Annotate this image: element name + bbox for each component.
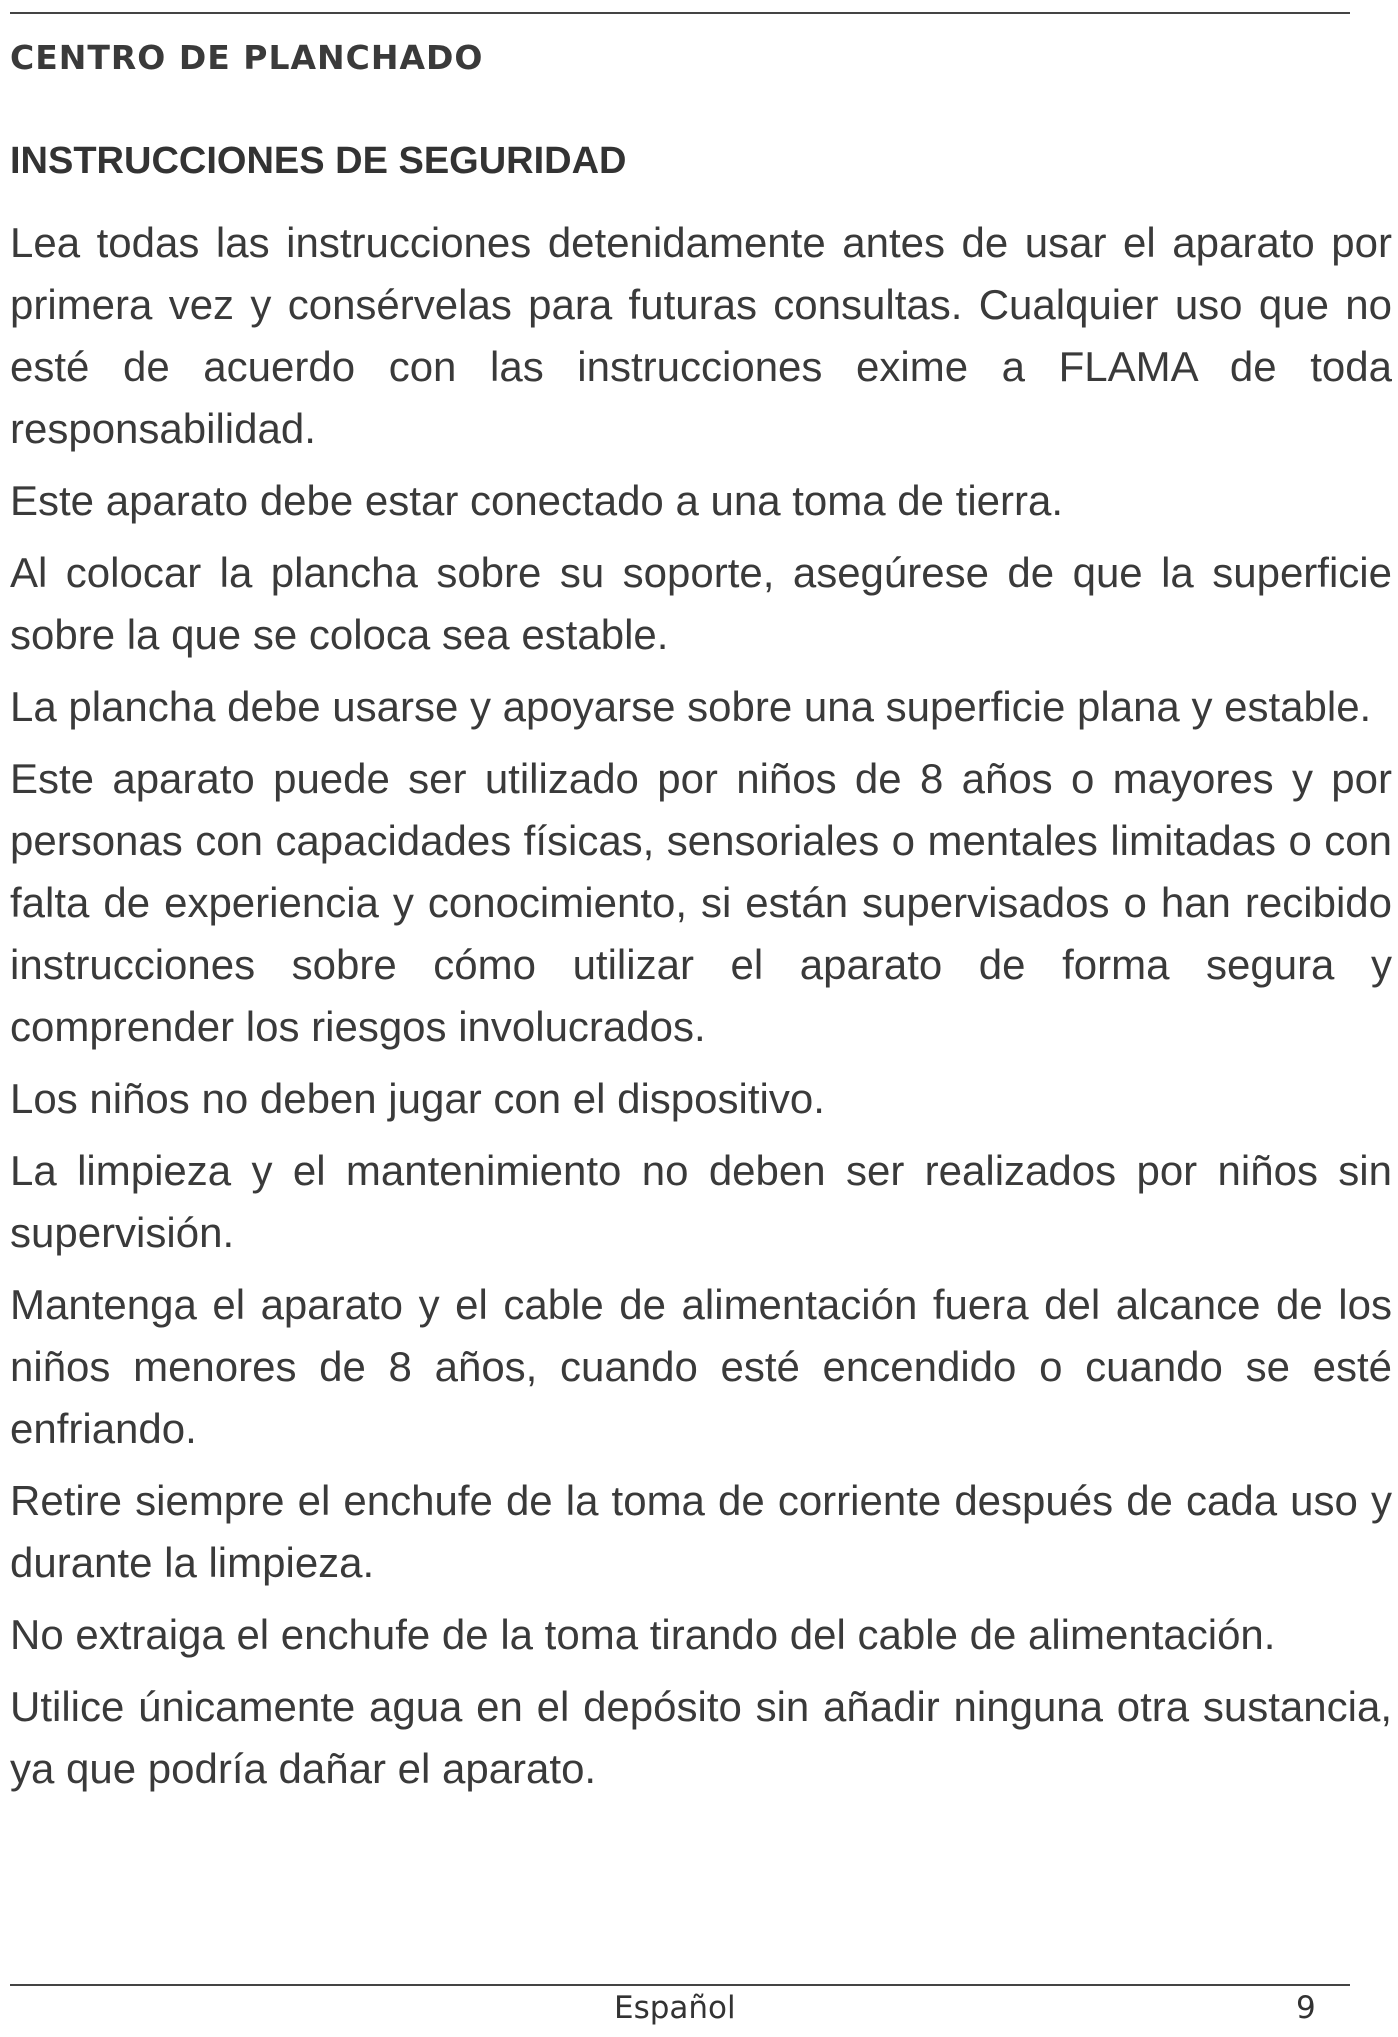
paragraph: Lea todas las instrucciones detenidamente antes de usar el aparato por primera vez y consérvelas para futuras consultas. Cualquier uso que no esté de acuerdo con las instrucciones exime a FLAMA de toda responsabilidad.	[10, 219, 1392, 452]
paragraph: La plancha debe usarse y apoyarse sobre una superficie plana y estable.	[10, 683, 1372, 730]
paragraph: Retire siempre el enchufe de la toma de corriente después de cada uso y durante la limpieza.	[10, 1477, 1392, 1586]
section-title: CENTRO DE PLANCHADO	[10, 38, 484, 77]
paragraph: Este aparato debe estar conectado a una toma de tierra.	[10, 477, 1064, 524]
paragraph: Este aparato puede ser utilizado por niños de 8 años o mayores y por personas con capacidades físicas, sensoriales o mentales limitadas o con falta de experiencia y conocimiento, si están supervisados o han recibido instrucciones sobre cómo utilizar el aparato de forma segura y comprender los riesgos involucrados.	[10, 755, 1392, 1050]
footer-language: Español	[614, 1990, 736, 2026]
footer-rule	[10, 1984, 1350, 1986]
paragraph: Utilice únicamente agua en el depósito sin añadir ninguna otra sustancia, ya que podría dañar el aparato.	[10, 1683, 1392, 1792]
paragraph: Los niños no deben jugar con el dispositivo.	[10, 1075, 825, 1122]
paragraph: No extraiga el enchufe de la toma tirando del cable de alimentación.	[10, 1611, 1276, 1658]
safety-heading: INSTRUCCIONES DE SEGURIDAD	[10, 140, 627, 182]
paragraph: Mantenga el aparato y el cable de alimentación fuera del alcance de los niños menores de 8 años, cuando esté encendido o cuando se esté enfriando.	[10, 1281, 1392, 1452]
safety-instructions	[10, 212, 1392, 1810]
header-rule	[10, 12, 1350, 14]
paragraph: La limpieza y el mantenimiento no deben ser realizados por niños sin supervisión.	[10, 1147, 1392, 1256]
page-number: 9	[1296, 1990, 1316, 2026]
paragraph: Al colocar la plancha sobre su soporte, asegúrese de que la superficie sobre la que se coloca sea estable.	[10, 549, 1392, 658]
